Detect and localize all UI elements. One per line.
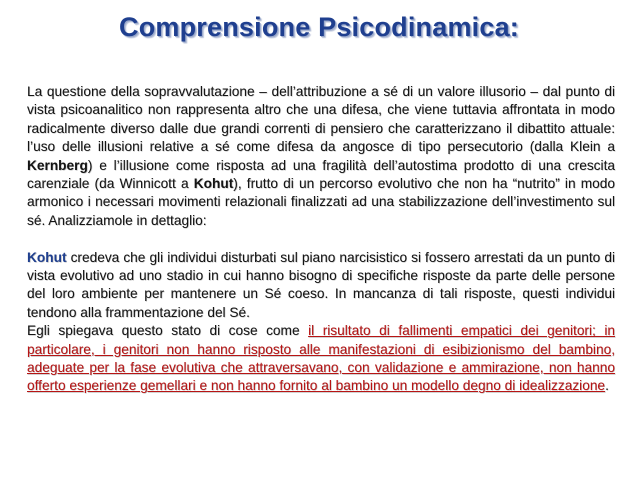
- paragraph1-text-3: ), frutto di un percorso evolutivo che non ha “nutrito” in modo armonico i necessari movimenti relazionali finalizzati ad una stabilizzazione dell’investimento sul sé. Analizziamole in dettaglio:: [27, 176, 615, 228]
- paragraph1-text-2: ) e l’illusione come risposta ad una fragilità dell’autostima prodotto di una crescita carenziale (da Winnicott a: [27, 157, 615, 192]
- paragraph1-text-1: La questione della sopravvalutazione – dell’attribuzione a sé di un valore illusorio – dal punto di vista psicoanalitico non rappresenta altro che una difesa, che viene tuttavia affrontata in modo radicalmente diverso dalle due grandi correnti di pensiero che caratterizzano il dibattito attuale: l’uso delle illusioni relative a sé come difesa da angosce di tipo persecutorio (dalla Klein a: [27, 84, 615, 155]
- highlighted-explanation: il risultato di fallimenti empatici dei genitori; in particolare, i genitori non hanno risposto alle manifestazioni di esibizionismo del bambino, adeguate per la fase evolutiva che attraversavano, con validazione e ammirazione, non hanno offerto esperienze gemellari e non hanno fornito al bambino un modello degno di idealizzazione: [27, 323, 616, 394]
- kohut-heading-term: Kohut: [27, 249, 67, 265]
- kohut-term: Kohut: [193, 176, 234, 192]
- slide-body: [27, 83, 615, 396]
- paragraph-fallimenti: [27, 322, 615, 396]
- kernberg-term: Kernberg: [27, 157, 88, 173]
- slide-title: Comprensione Psicodinamica:: [119, 12, 519, 42]
- paragraph3-text-2: .: [605, 378, 609, 394]
- paragraph-sopravvalutazione: [27, 83, 615, 230]
- paragraph-kohut: [27, 249, 615, 323]
- paragraph-spacer: [27, 230, 615, 248]
- paragraph2-text: credeva che gli individui disturbati sul piano narcisistico si fossero arrestati da un punto di vista evolutivo ad uno stadio in cui hanno bisogno di specifiche risposte da parte delle persone del loro ambiente per mantenere un Sé coeso. In mancanza di tali risposte, questi individui tendono alla frammentazione del Sé.: [27, 249, 615, 320]
- paragraph3-text-1: Egli spiegava questo stato di cose come: [27, 323, 309, 339]
